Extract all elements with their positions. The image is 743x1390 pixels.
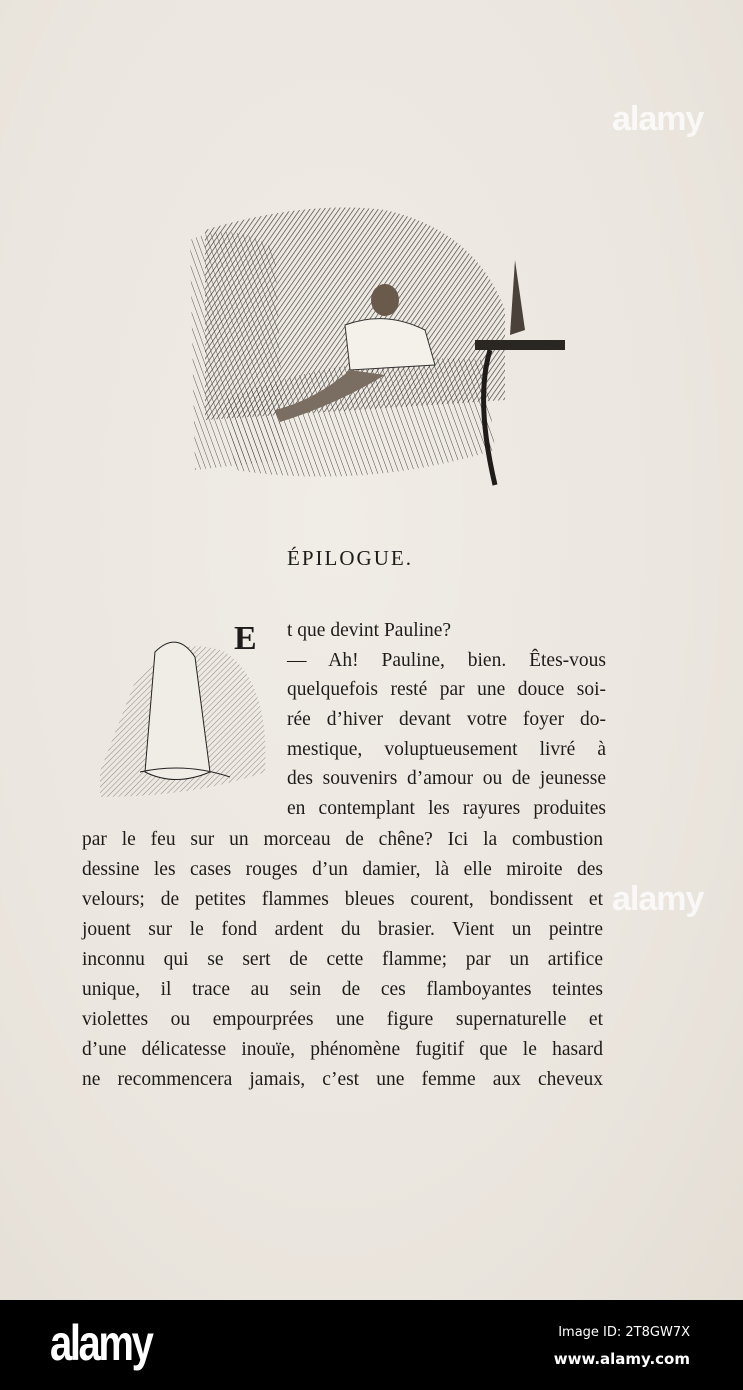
chapter-title: ÉPILOGUE. xyxy=(287,546,413,570)
text-line: rée d’hiver devant votre foyer do- xyxy=(287,709,606,730)
engraving-man-on-bed xyxy=(145,200,570,495)
text-line: des souvenirs d’amour ou de jeunesse xyxy=(287,768,606,789)
text-line: violettes ou empourprées une figure supernaturelle et xyxy=(82,1009,603,1030)
text-line: unique, il trace au sein de ces flamboyantes teintes xyxy=(82,979,603,1000)
text-line: dessine les cases rouges d’un damier, là elle miroite des xyxy=(82,859,603,880)
text-line: par le feu sur un morceau de chêne? Ici la combustion xyxy=(82,829,603,850)
watermark: alamy xyxy=(612,880,704,918)
text-line: velours; de petites flammes bleues courent, bondissent et xyxy=(82,889,603,910)
image-id: Image ID: 2T8GW7X xyxy=(558,1325,690,1340)
text-line: jouent sur le fond ardent du brasier. Vient un peintre xyxy=(82,919,603,940)
alamy-logo: alamy xyxy=(50,1315,152,1371)
text-line: ne recommencera jamais, c’est une femme aux cheveux xyxy=(82,1069,603,1090)
text-line: — Ah! Pauline, bien. Êtes-vous xyxy=(287,650,606,671)
text-line: en contemplant les rayures produites xyxy=(287,798,606,819)
stock-footer xyxy=(0,1300,743,1390)
text-line: t que devint Pauline? xyxy=(287,620,452,641)
watermark: alamy xyxy=(612,100,704,138)
text-line: mestique, voluptueusement livré à xyxy=(287,739,606,760)
site-url: www.alamy.com xyxy=(553,1350,690,1368)
text-line: d’une délicatesse inouïe, phénomène fugitif que le hasard xyxy=(82,1039,603,1060)
text-line: quelquefois resté par une douce soi- xyxy=(287,679,606,700)
drop-cap: E xyxy=(234,620,257,657)
text-line: inconnu qui se sert de cette flamme; par un artifice xyxy=(82,949,603,970)
